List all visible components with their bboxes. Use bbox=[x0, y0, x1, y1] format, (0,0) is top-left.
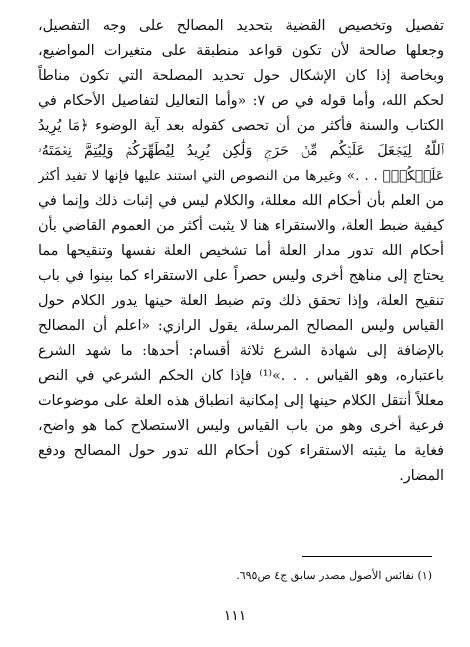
body-text bbox=[38, 14, 444, 489]
text-line: لحكم الله، وأما قوله في ص ٧: «وأما التعاليل لتفاصيل الأحكام في bbox=[38, 93, 444, 109]
text-line: الكتاب والسنة فأكثر من أن تحصى كقوله بعد آية الوضوء ﴿مَا يُرِيدُ bbox=[38, 118, 444, 134]
text-line: تنقيح العلة، وإذا تحقق ذلك وتم ضبط العلة حينها يدور الكلام حول bbox=[38, 293, 444, 309]
text-line: باعتباره، وهو القياس . . .»⁽¹⁾ فإذا كان الحكم الشرعي في النص bbox=[38, 368, 444, 384]
quran-verse-line: ٱللَّهُ لِيَجۡعَلَ عَلَيۡكُم مِّنۡ حَرَجٖ وَلَٰكِن يُرِيدُ لِيُطَهِّرَكُمۡ وَلِيُتِمَّ نِعۡمَتَهُۥ bbox=[38, 143, 444, 159]
text-line: كيفية ضبط العلة، والاستقراء هنا لا يثبت أكثر من العموم القاضي بأن bbox=[38, 218, 444, 234]
text-line: بالإضافة إلى شهادة الشرع ثلاثة أقسام: أحدها: ما شهد الشرع bbox=[38, 343, 444, 359]
page-number: ١١١ bbox=[223, 608, 247, 624]
text-line: القياس وليس المصالح المرسلة، يقول الرازي: «اعلم أن المصالح bbox=[38, 318, 444, 334]
text-line: وبخاصة إذا كان الإشكال حول تحديد المصلحة التي تكون مناطاً bbox=[38, 68, 444, 84]
text-line: فرعية أخرى وهو من باب القياس وليس الاستصلاح كما هو واضح، bbox=[38, 418, 444, 434]
text-line: عَلَيۡكُمۡ﴾ . . .» وغيرها من النصوص التي استند عليها فإنها لا تفيد أكثر bbox=[38, 168, 444, 184]
text-line: وجعلها صالحة لأن تكون قواعد منطبقة على متغيرات المواضيع، bbox=[38, 43, 444, 59]
footnote: (١) نفائس الأصول مصدر سابق ج٤ ص٦٩٥. bbox=[236, 569, 432, 582]
text-line: فغاية ما يثبته الاستقراء كون أحكام الله تدور حول المصالح ودفع bbox=[38, 443, 444, 459]
text-line: أحكام الله تدور مدار العلة أما تشخيص العلة نفسها وتنقيحها مما bbox=[38, 243, 444, 259]
text-line: المضار. bbox=[399, 468, 444, 484]
text-line: يحتاج إلى مناهج أخرى وليس حصراً على الاستقراء كما بينوا في باب bbox=[38, 268, 444, 284]
footnote-divider bbox=[302, 556, 432, 557]
text-line: تفصيل وتخصيص القضية بتحديد المصالح على وجه التفصيل، bbox=[38, 18, 444, 34]
text-line: من العلم بأن أحكام الله معللة، والكلام ليس في إثبات ذلك وإنما في bbox=[38, 193, 444, 209]
text-line: معللاً أنتقل الكلام حينها إلى إمكانية انطباق هذه العلة على موضوعات bbox=[38, 393, 444, 409]
